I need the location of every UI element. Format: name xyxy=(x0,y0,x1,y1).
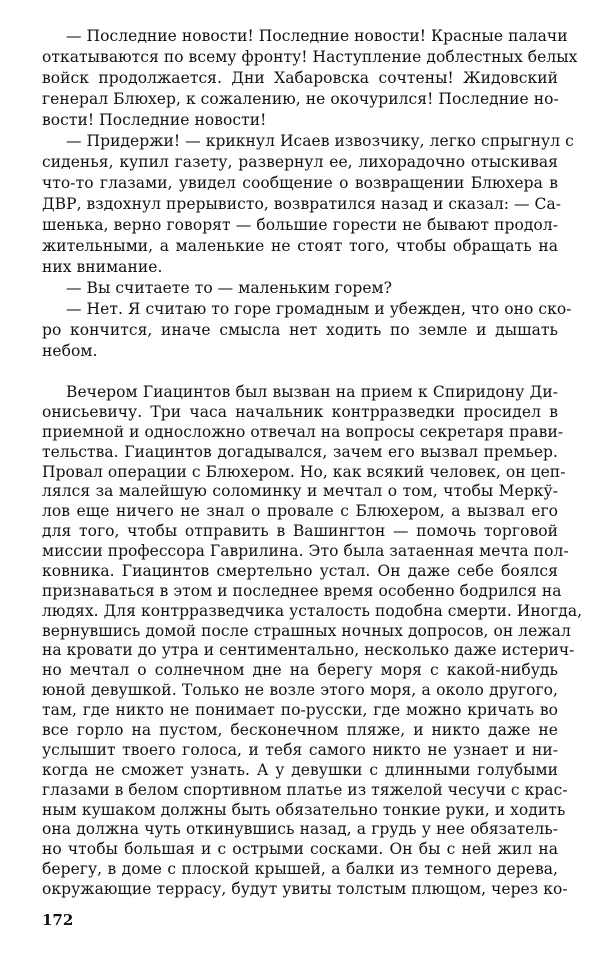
text-line: сиденья, купил газету, развернул ее, лихорадочно отыскивая xyxy=(42,153,558,171)
text-line: но чтобы большая и с острыми сосками. Он бы с ней жил на xyxy=(42,840,558,859)
text-line: для того, чтобы отправить в Вашингтон — помочь торговой xyxy=(42,522,558,541)
text-line: ковника. Гиацинтов смертельно устал. Он даже себе боялся xyxy=(42,561,558,580)
text-line: Вечером Гиацинтов был вызван на прием к Спиридону Ди- xyxy=(66,383,558,401)
text-line: тельства. Гиацинтов догадывался, зачем его вызвал премьер. xyxy=(42,442,558,461)
text-line: небом. xyxy=(42,342,98,360)
text-line: берегу, в доме с плоской крышей, а балки из темного дерева, xyxy=(42,860,558,879)
text-line: — Придержи! — крикнул Исаев извозчику, легко спрыгнул с xyxy=(66,132,574,150)
text-line: — Вы считаете то — маленьким горем? xyxy=(66,279,393,297)
text-line: все горло на пустом, бесконечном пляже, и никто даже не xyxy=(42,721,558,739)
text-line: — Последние новости! Последние новости! Красные палачи xyxy=(66,27,568,45)
text-line: вости! Последние новости! xyxy=(42,111,267,129)
text-line: признаваться в этом и последнее время особенно бодрился на xyxy=(42,581,562,600)
text-line: на кровати до утра и сентиментально, несколько даже истерич- xyxy=(42,641,575,660)
text-line: там, где никто не понимает по-русски, где можно кричать во xyxy=(42,701,558,720)
text-line: жительными, а маленькие не стоят того, чтобы обращать на xyxy=(42,237,558,255)
text-line: что-то глазами, увидел сообщение о возвращении Блюхера в xyxy=(42,174,558,192)
text-line: услышит твоего голоса, и тебя самого никто не узнает и ни- xyxy=(42,740,558,759)
text-line: Провал операции с Блюхером. Но, как всякий человек, он цеп- xyxy=(42,462,566,481)
text-line: окружающие террасу, будут увиты толстым плющом, через ко- xyxy=(42,880,568,898)
text-line: но мечтал о солнечном дне на берегу моря с какой-нибудь xyxy=(42,661,558,680)
text-line: лялся за малейшую соломинку и мечтал о том, чтобы Меркў- xyxy=(42,482,558,501)
page-number: 172 xyxy=(42,911,74,929)
text-line: ро кончится, иначе смысла нет ходить по земле и дышать xyxy=(42,321,558,339)
text-line: генерал Блюхер, к сожалению, не окочурился! Последние но- xyxy=(42,90,559,108)
text-line: глазами в белом спортивном платье из тяжелой чесучи с крас- xyxy=(42,780,568,799)
text-line: когда не сможет узнать. А у девушки с длинными голубыми xyxy=(42,760,558,779)
text-line: людях. Для контрразведчика усталость подобна смерти. Иногда, xyxy=(42,601,583,620)
text-line: — Нет. Я считаю то горе громадным и убежден, что оно ско- xyxy=(66,300,572,318)
text-line: шенька, верно говорят — большие горести не бывают продол- xyxy=(42,216,558,234)
text-line: вернувшись домой после страшных ночных допросов, он лежал xyxy=(42,621,571,640)
text-line: них внимание. xyxy=(42,258,163,276)
text-line: откатываются по всему фронту! Наступление доблестных белых xyxy=(42,48,578,66)
text-line: лов еще ничего не знал о провале с Блюхером, а вызвал его xyxy=(42,502,558,521)
text-line: войск продолжается. Дни Хабаровска сочтены! Жидовский xyxy=(42,69,558,87)
text-line: она должна чуть откинувшись назад, а грудь у нее обязатель- xyxy=(42,820,558,839)
text-line: приемной и односложно отвечал на вопросы секретаря прави- xyxy=(42,422,564,441)
text-line: онисьевичу. Три часа начальник контрразведки просидел в xyxy=(42,402,558,421)
text-line: миссии профессора Гаврилина. Это была затаенная мечта пол- xyxy=(42,542,569,560)
text-line: ДВР, вздохнул прерывисто, возвратился назад и сказал: — Са- xyxy=(42,195,562,213)
text-line: ным кушаком должны быть обязательно тонкие руки, и ходить xyxy=(42,800,566,819)
text-line: юной девушкой. Только не возле этого моря, а около другого, xyxy=(42,681,558,700)
